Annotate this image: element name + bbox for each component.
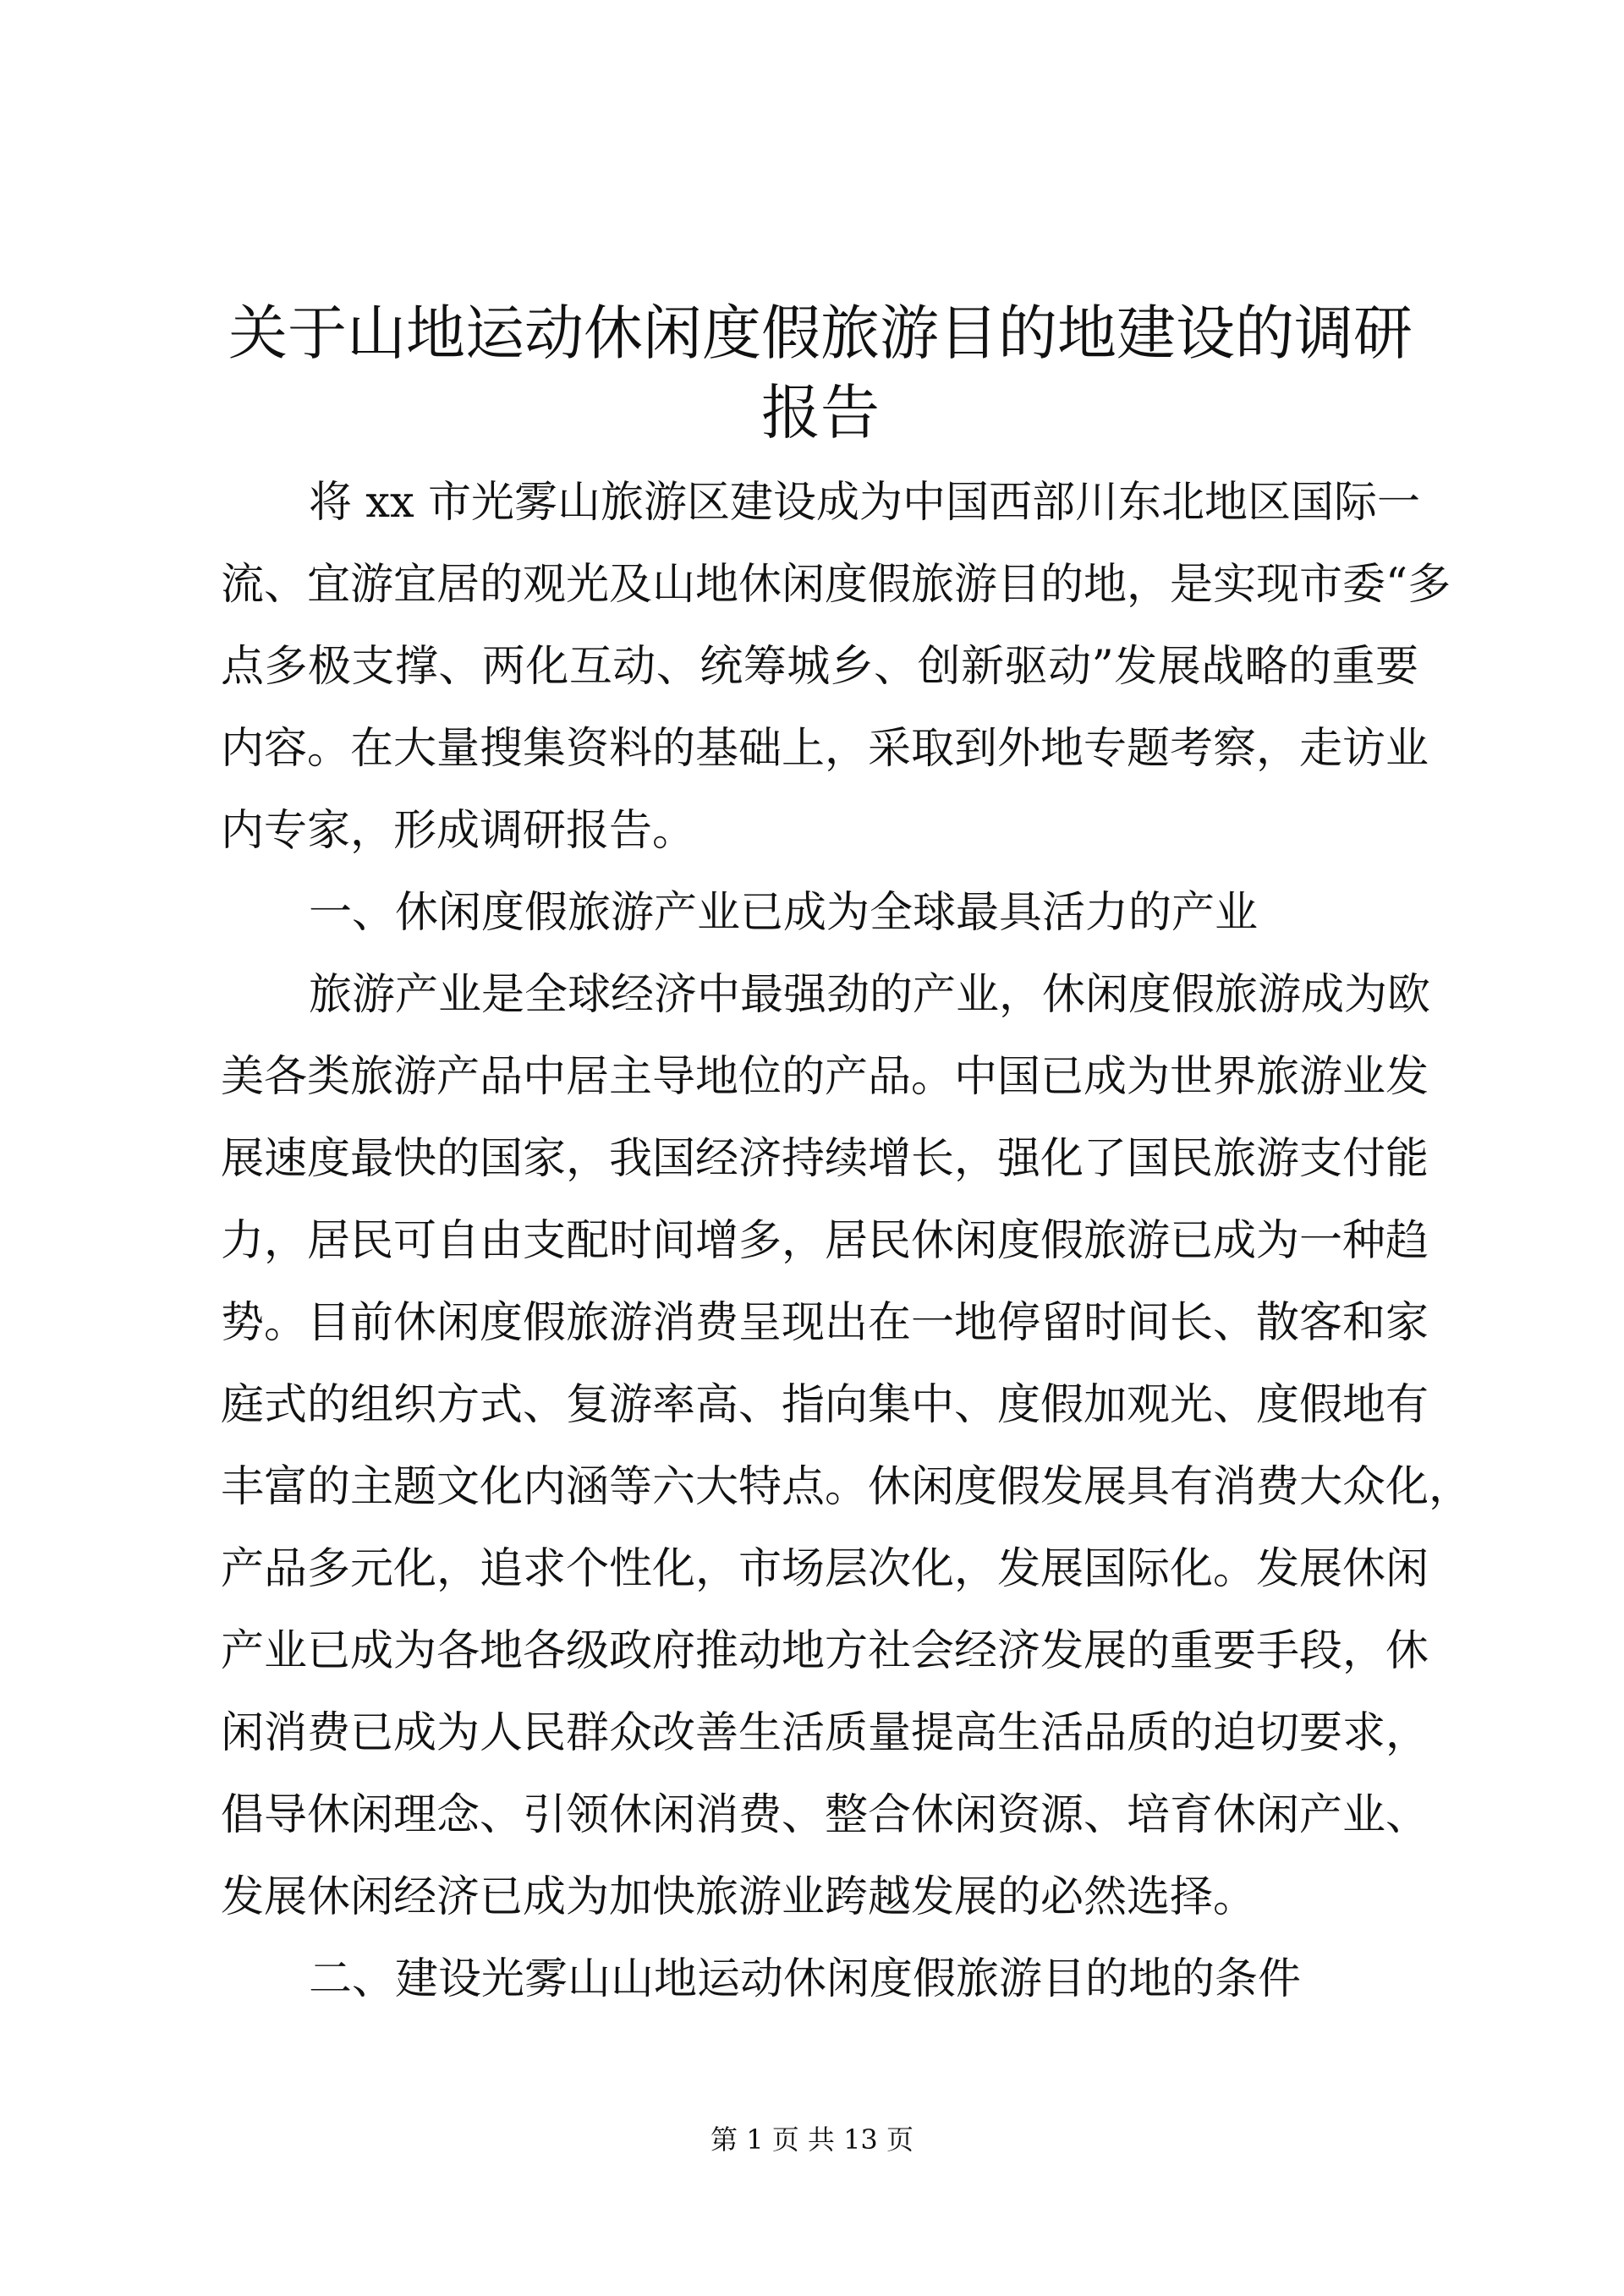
page-number-footer: 第 1 页 共 13 页: [710, 2123, 914, 2156]
text-line: 倡导休闲理念、引领休闲消费、整合休闲资源、培育休闲产业、: [221, 1790, 1429, 1840]
text-line: 流、宜游宜居的观光及山地休闲度假旅游目的地，是实现市委“多: [221, 560, 1451, 610]
text-line: 产业已成为各地各级政府推动地方社会经济发展的重要手段，休: [221, 1626, 1429, 1676]
document-body: [221, 462, 1473, 2020]
text-line: 展速度最快的国家，我国经济持续增长，强化了国民旅游支付能: [221, 1134, 1429, 1184]
text-line: 闲消费已成为人民群众改善生活质量提高生活品质的迫切要求，: [221, 1708, 1429, 1758]
text-line: 产品多元化，追求个性化，市场层次化，发展国际化。发展休闲: [221, 1544, 1429, 1594]
text-line: 美各类旅游产品中居主导地位的产品。中国已成为世界旅游业发: [221, 1052, 1429, 1102]
text-line: 发展休闲经济已成为加快旅游业跨越发展的必然选择。: [221, 1872, 1257, 1922]
title-line-2: 报告: [761, 378, 880, 447]
section-heading-2: 二、建设光雾山山地运动休闲度假旅游目的地的条件: [309, 1954, 1302, 2004]
text-line: 内专家，形成调研报告。: [221, 806, 696, 856]
text-line: 旅游产业是全球经济中最强劲的产业，休闲度假旅游成为欧: [309, 970, 1431, 1020]
paragraph-intro: [221, 462, 1451, 872]
text-line: 丰富的主题文化内涵等六大特点。休闲度假发展具有消费大众化，: [221, 1462, 1473, 1512]
text-line: 内容。在大量搜集资料的基础上，采取到外地专题考察，走访业: [221, 724, 1429, 774]
text-line: 庭式的组织方式、复游率高、指向集中、度假加观光、度假地有: [221, 1380, 1429, 1430]
text-line: 将 xx 市光雾山旅游区建设成为中国西部川东北地区国际一: [309, 478, 1420, 528]
document-title: [186, 293, 1455, 452]
paragraph-section-1: [221, 954, 1473, 1938]
text-line: 势。目前休闲度假旅游消费呈现出在一地停留时间长、散客和家: [221, 1298, 1429, 1348]
title-line-1: 关于山地运动休闲度假旅游目的地建设的调研: [228, 299, 1413, 368]
text-line: 力，居民可自由支配时间增多，居民休闲度假旅游已成为一种趋: [221, 1216, 1429, 1266]
section-heading-1: 一、休闲度假旅游产业已成为全球最具活力的产业: [309, 888, 1259, 938]
text-line: 点多极支撑、两化互动、统筹城乡、创新驱动”发展战略的重要: [221, 642, 1418, 692]
